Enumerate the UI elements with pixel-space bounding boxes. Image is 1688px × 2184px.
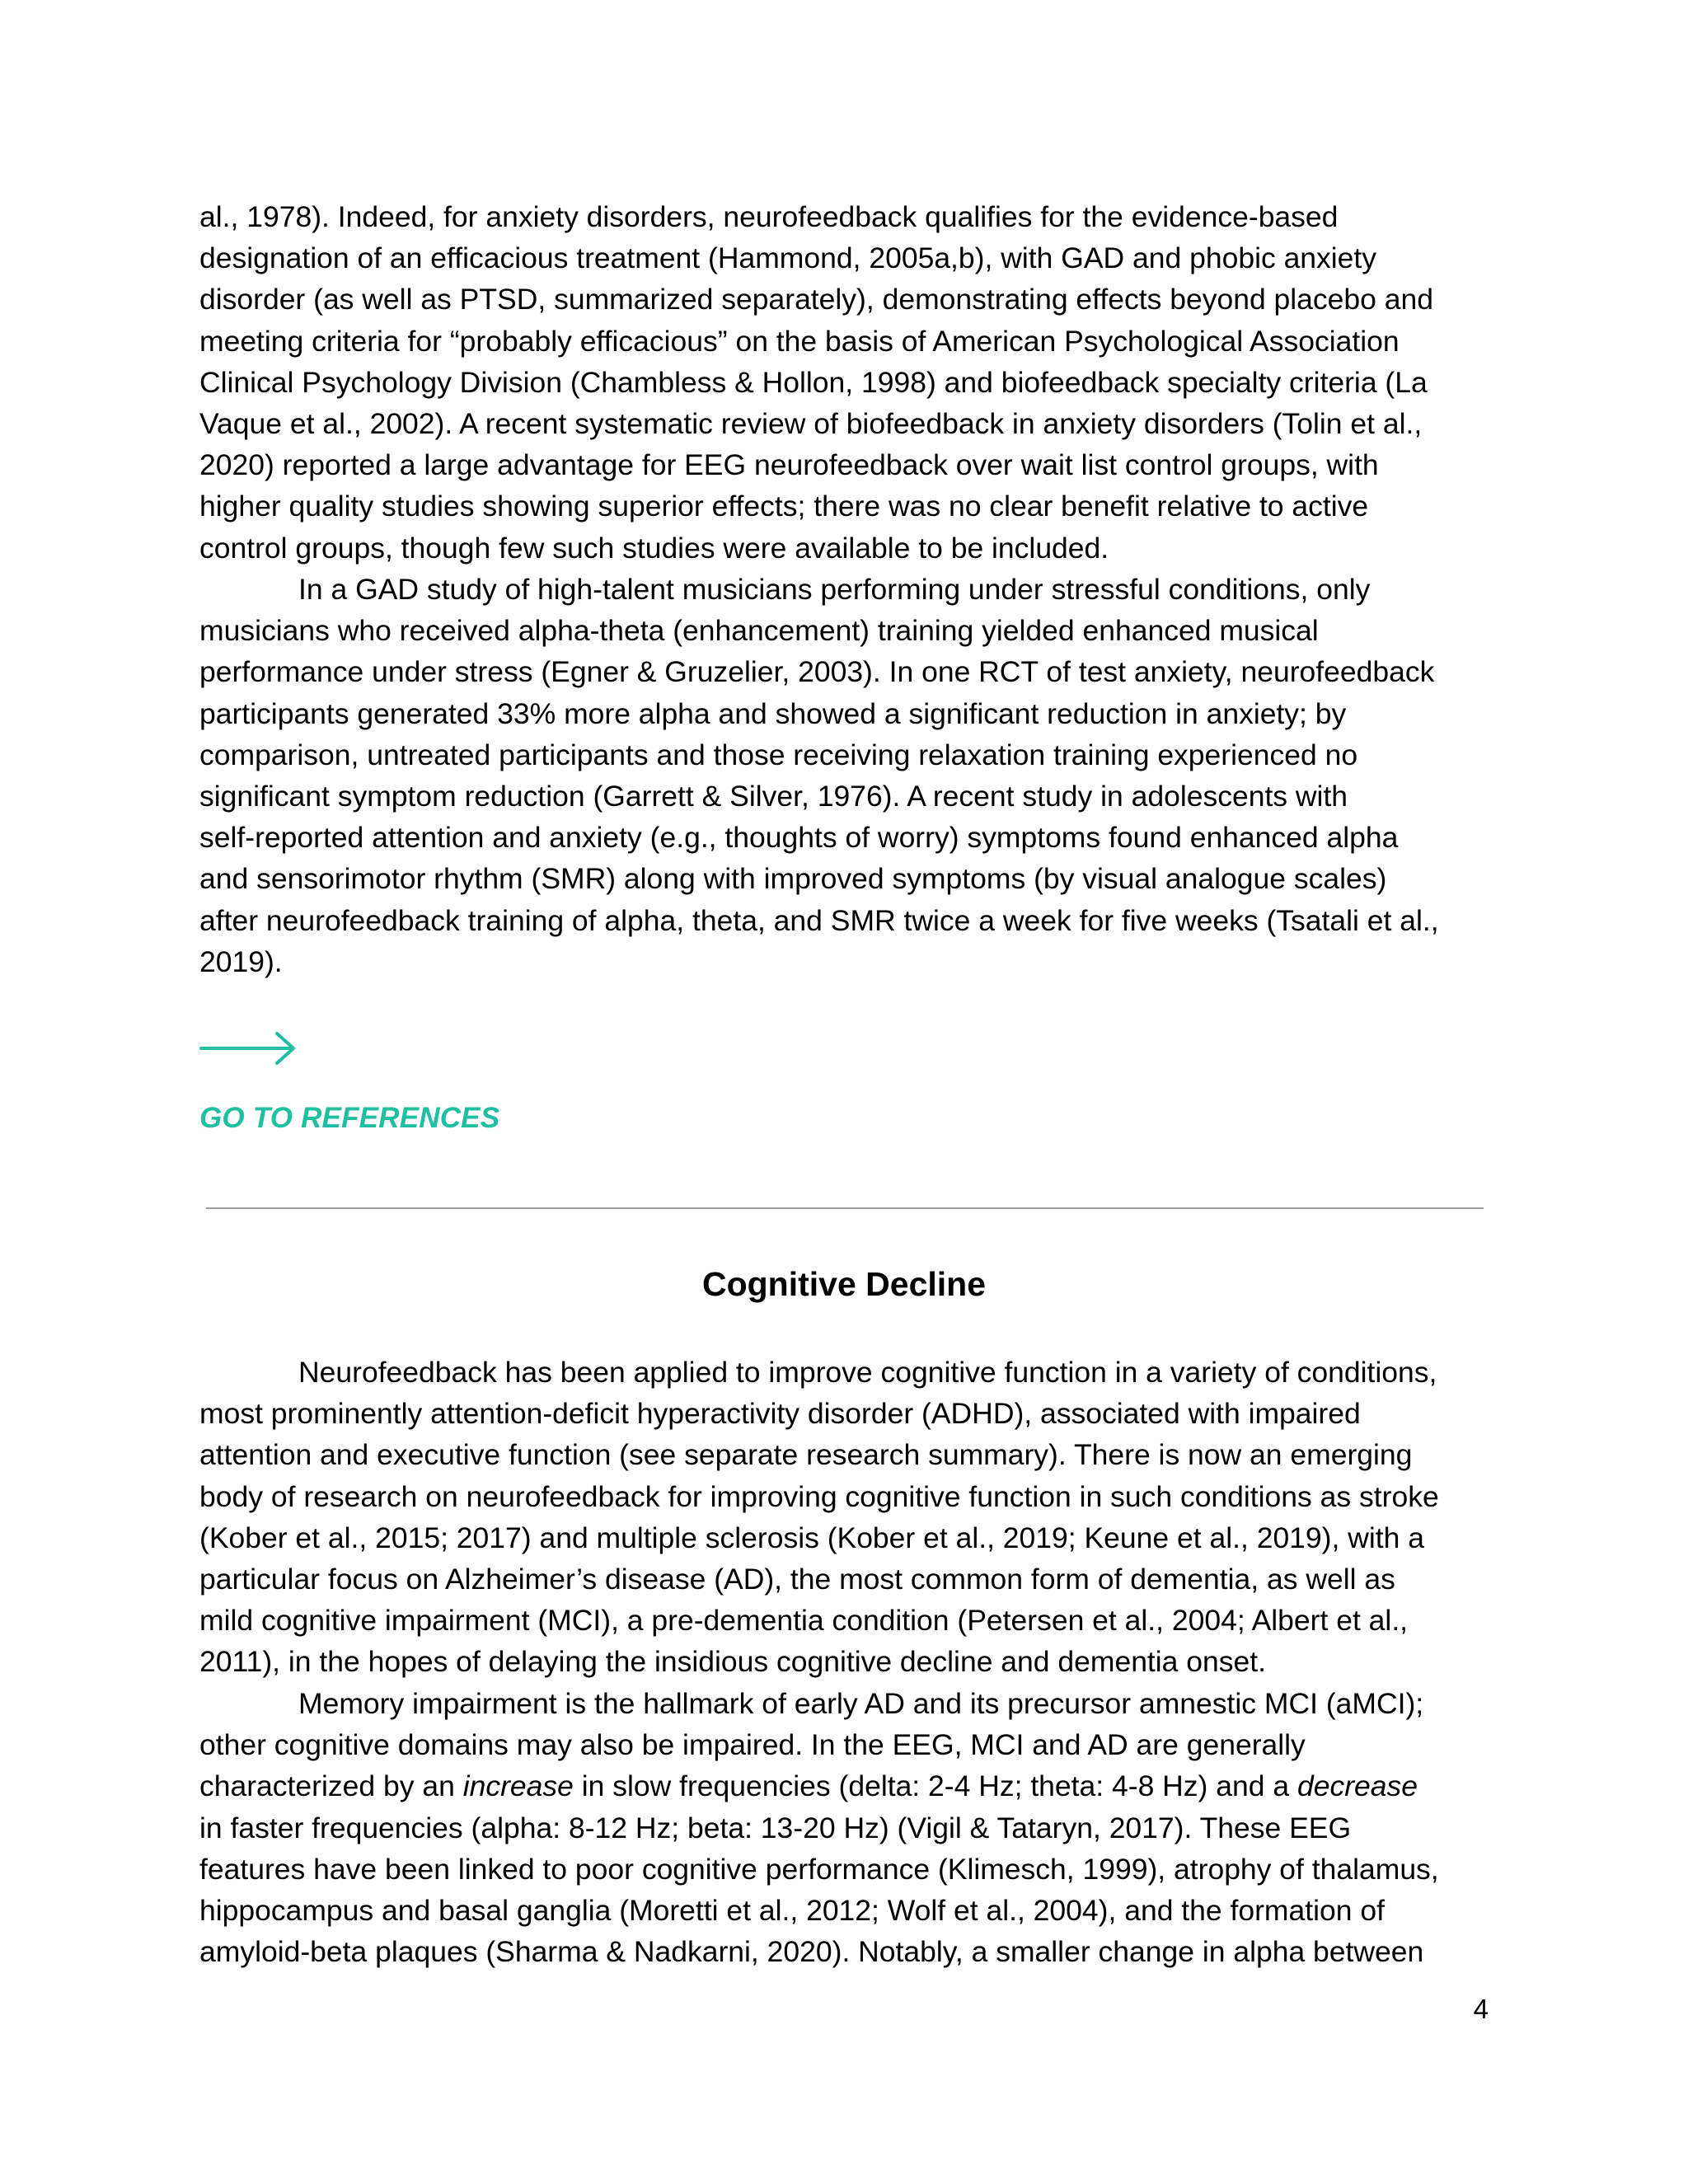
text-line: and sensorimotor rhythm (SMR) along with improved symptoms (by visual analogue scales)	[199, 862, 1387, 896]
right-arrow-icon[interactable]	[199, 1025, 298, 1075]
text-line: features have been linked to poor cognitive performance (Klimesch, 1999), atrophy of thalamus,	[199, 1852, 1439, 1886]
text-line: Clinical Psychology Division (Chambless & Hollon, 1998) and biofeedback specialty criteria (La	[199, 365, 1428, 399]
text-line: 2011), in the hopes of delaying the insidious cognitive decline and dementia onset.	[199, 1645, 1266, 1679]
text-line: particular focus on Alzheimer’s disease (AD), the most common form of dementia, as well as	[199, 1563, 1395, 1596]
text-line: Neurofeedback has been applied to improve cognitive function in a variety of conditions,	[298, 1356, 1437, 1389]
text-line: 2019).	[199, 944, 283, 978]
text-line: significant symptom reduction (Garrett & Silver, 1976). A recent study in adolescents with	[199, 780, 1348, 813]
text-line: disorder (as well as PTSD, summarized separately), demonstrating effects beyond placebo and	[199, 283, 1433, 316]
section-heading: Cognitive Decline	[701, 1265, 986, 1303]
page-number: 4	[1473, 1994, 1489, 2024]
text-line: comparison, untreated participants and those receiving relaxation training experienced no	[199, 738, 1358, 771]
text-line: Vaque et al., 2002). A recent systematic review of biofeedback in anxiety disorders (Tolin et al.,	[199, 407, 1423, 441]
text-line: higher quality studies showing superior effects; there was no clear benefit relative to active	[199, 490, 1369, 523]
text-line: hippocampus and basal ganglia (Moretti et al., 2012; Wolf et al., 2004), and the formation of	[199, 1894, 1385, 1928]
section-divider	[206, 1207, 1484, 1209]
text-line: al., 1978). Indeed, for anxiety disorders, neurofeedback qualifies for the evidence-based	[199, 200, 1339, 233]
text-line: (Kober et al., 2015; 2017) and multiple sclerosis (Kober et al., 2019; Keune et al., 2019), with a	[199, 1521, 1424, 1554]
text-line: after neurofeedback training of alpha, theta, and SMR twice a week for five weeks (Tsatali et al.,	[199, 903, 1439, 937]
emphasis-increase: increase	[462, 1769, 574, 1803]
text-line: designation of an efficacious treatment (Hammond, 2005a,b), with GAD and phobic anxiety	[199, 241, 1377, 275]
text-line: body of research on neurofeedback for improving cognitive function in such conditions as stroke	[199, 1479, 1439, 1513]
text-run: characterized by an	[199, 1769, 463, 1803]
text-line: control groups, though few such studies were available to be included.	[199, 531, 1109, 565]
text-line: In a GAD study of high-talent musicians performing under stressful conditions, only	[298, 573, 1371, 606]
text-line: performance under stress (Egner & Gruzelier, 2003). In one RCT of test anxiety, neurofeedback	[199, 655, 1435, 689]
text-line: self-reported attention and anxiety (e.g., thoughts of worry) symptoms found enhanced alpha	[199, 821, 1399, 855]
emphasis-decrease: decrease	[1296, 1769, 1418, 1803]
text-line: most prominently attention-deficit hyperactivity disorder (ADHD), associated with impaired	[199, 1397, 1361, 1431]
text-line	[199, 1765, 1489, 1807]
text-line: in faster frequencies (alpha: 8-12 Hz; beta: 13-20 Hz) (Vigil & Tataryn, 2017). These EEG	[199, 1811, 1352, 1844]
text-line: meeting criteria for “probably efficacious” on the basis of American Psychological Association	[199, 324, 1400, 358]
text-line: musicians who received alpha-theta (enhancement) training yielded enhanced musical	[199, 614, 1319, 648]
text-line: other cognitive domains may also be impaired. In the EEG, MCI and AD are generally	[199, 1728, 1306, 1762]
go-to-references-link[interactable]: GO TO REFERENCES	[199, 1102, 500, 1134]
text-run: in slow frequencies (delta: 2-4 Hz; theta: 4-8 Hz) and a	[573, 1769, 1297, 1803]
paragraph-cognitive-intro	[199, 1352, 1489, 1683]
text-line: amyloid-beta plaques (Sharma & Nadkarni, 2020). Notably, a smaller change in alpha between	[199, 1935, 1424, 1969]
paragraph-anxiety-evidence	[199, 196, 1489, 569]
paragraph-memory-eeg	[199, 1683, 1489, 1972]
text-line: Memory impairment is the hallmark of early AD and its precursor amnestic MCI (aMCI);	[298, 1687, 1424, 1720]
text-line: participants generated 33% more alpha and showed a significant reduction in anxiety; by	[199, 696, 1347, 730]
text-line: attention and executive function (see separate research summary). There is now an emerging	[199, 1438, 1413, 1472]
text-line: 2020) reported a large advantage for EEG neurofeedback over wait list control groups, with	[199, 448, 1379, 482]
text-line: mild cognitive impairment (MCI), a pre-dementia condition (Petersen et al., 2004; Albert et al.,	[199, 1604, 1409, 1638]
paragraph-gad-studies	[199, 569, 1489, 982]
